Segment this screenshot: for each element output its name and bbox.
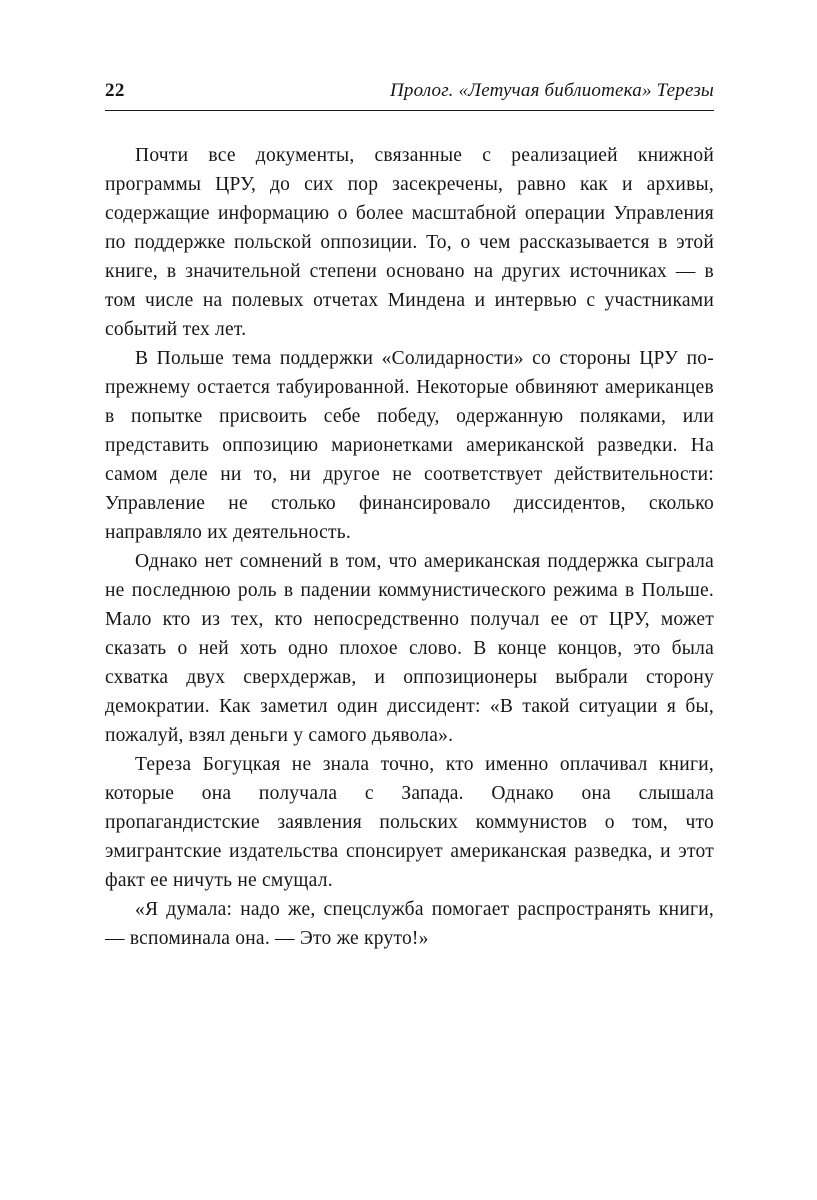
- body-text: [105, 141, 714, 953]
- body-paragraph: «Я думала: надо же, спецслужба помогает распространять книги, — вспоминала она. — Это же круто!»: [105, 899, 714, 949]
- header-rule: [105, 110, 714, 111]
- body-paragraph: Однако нет сомнений в том, что американская поддержка сыграла не последнюю роль в падении коммунистического режима в Польше. Мало кто из тех, кто непосредственно получал ее от ЦРУ, может сказать о ней хоть одно плохое слово. В конце концов, это была схватка двух сверхдержав, и оппозиционеры выбрали сторону демократии. Как заметил один диссидент: «В такой ситуации я бы, пожалуй, взял деньги у самого дьявола».: [105, 551, 714, 746]
- running-header-title: Пролог. «Летучая библиотека» Терезы: [390, 80, 714, 101]
- body-paragraph: Почти все документы, связанные с реализацией книжной программы ЦРУ, до сих пор засекречены, равно как и архивы, содержащие информацию о более масштабной операции Управления по поддержке польской оппозиции. То, о чем рассказывается в этой книге, в значительной степени основано на других источниках — в том числе на полевых отчетах Миндена и интервью с участниками событий тех лет.: [105, 145, 714, 340]
- page-number: 22: [105, 80, 125, 101]
- running-header: [105, 80, 714, 102]
- body-paragraph: Тереза Богуцкая не знала точно, кто именно оплачивал книги, которые она получала с Запада. Однако она слышала пропагандистские заявления польских коммунистов о том, что эмигрантские издательства спонсирует американская разведка, и этот факт ее ничуть не смущал.: [105, 754, 714, 891]
- body-paragraph: В Польше тема поддержки «Солидарности» со стороны ЦРУ по-прежнему остается табуированной. Некоторые обвиняют американцев в попытке присвоить себе победу, одержанную поляками, или представить оппозицию марионетками американской разведки. На самом деле ни то, ни другое не соответствует действительности: Управление не столько финансировало диссидентов, сколько направляло их деятельность.: [105, 348, 714, 543]
